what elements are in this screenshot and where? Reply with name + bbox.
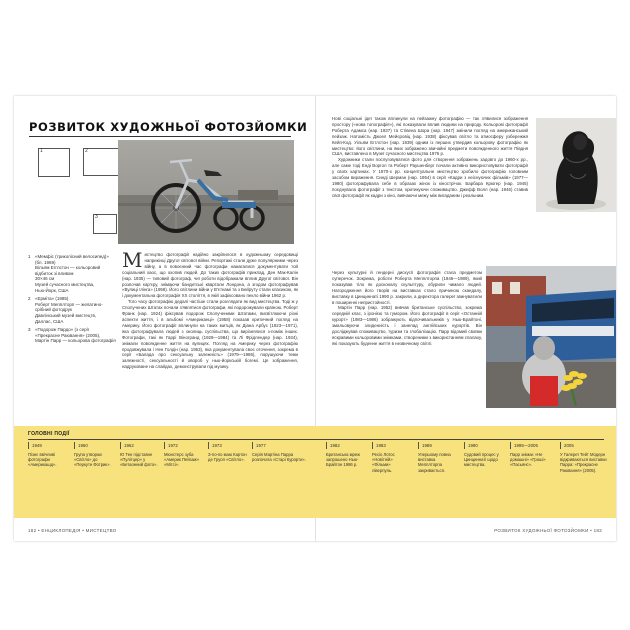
paragraph-text: истецтво фотографії надійно закріпилося в художньому середовищі наприкінці Другої світової війни. Репортажі стали дуже популярними через війну, а в повоєнний час фотографи намагалися документувати той соціальний хаос, що охопив людей. До таких фотографів приклад, Ден Мак-Калін (нар. 1935) — типовий фотограф, чиї роботи відображали вплив Другої світової. Він розпочав кар'єру, знімаючи бандитські квартали Лондона, а згодом фотографував «Вулиці Ілінга» (1958). Його світлини війни у В'єтнамі та з Бейруту стали класикою, як і документальна фотографія ХХ століття, в якій зафіксовано пекло війни 1962 р. xyxy=(122,252,298,299)
event-text: Група утворює «Світло» до «Перкутн Фотрик». xyxy=(74,452,111,468)
event-year: 1972 xyxy=(164,442,204,449)
paragraph: Того часу фотографію дедалі частіше стали розглядати як вид мистецтва. Тоді ж у Сполучених Штатах почали з'являтися фотографи, які подорожували країною. Роберт Франк (нар. 1924) фіксував подорож Сполученими Штатами, висвітлюючи різні аспекти життя, і в альбомі «Американці» (1958) показав критичний погляд на Америку. Його фотографії вплинули на таких митців, як Діана Арбус (1923—1971), яка фотографувала людей з околиць суспільства, що вирізнялися з-поміж інших. Фотографи, такі як Гаррі Віногранд (1928—1984) та Лі Фрідлендер (нар. 1934), знімали повсякденне життя на вулицях. Погляд на Америку через фотографію продовжувала і Нен Голдін (нар. 1953), яка документувала своє оточення, зокрема в серії «Балада про сексуальну залежність» (1979—1986), порушуючи теми залежності, сексуальності й хвороб у нью-йоркській богемі. Це зображення, надруковане на слайдах, демонстрували під музику. xyxy=(122,299,298,370)
paragraph: Через культурні й гендерні дискусії фотографія стала предметом суперечок. Зокрема, роботи Роберта Мепплторпа (1946—1989), який показував тіло як досконалу скульптуру, обурили чимало людей. Нагородження його творів на виставках стало причиною скандалу, виставку в Цинциннаті 1990 р. закрили, а директора галереї звинуватили в поширенні непристойності. xyxy=(332,270,482,305)
event-year: 1989 xyxy=(418,442,458,449)
event-year: 1982 xyxy=(326,442,366,449)
caption-text: «Ерміта» (1985) Роберт Мепплторп — желатино- срібний фотодрук Давлінський музей мистецтв, Даллас, США xyxy=(35,296,103,324)
timeline-event xyxy=(208,442,248,462)
event-text: Ресіо Лотос «Новітній» «Фільми» ліверпуль. xyxy=(372,452,395,473)
event-text: Упершому повна виставка Мепплторпа закривається. xyxy=(418,452,451,473)
event-year: 1973 xyxy=(208,442,248,449)
event-text: Мюнстерс зуба «Америк Пейзаж» «Мітсі». xyxy=(164,452,200,468)
timeline-event xyxy=(74,442,114,468)
thumbnail-1: 1 xyxy=(38,148,70,177)
timeline-rule xyxy=(28,439,604,440)
book-spread xyxy=(14,96,616,541)
event-year: 1990 xyxy=(464,442,504,449)
body-column-2 xyxy=(332,116,528,268)
timeline-band xyxy=(14,426,616,518)
timeline-event xyxy=(28,442,68,468)
body-column-1 xyxy=(122,252,298,426)
event-year: 1983 xyxy=(372,442,412,449)
event-year: 1949 xyxy=(28,442,68,449)
event-year: 1960 xyxy=(74,442,114,449)
timeline-heading: ГОЛОВНІ ПОДІЇ xyxy=(28,431,70,437)
paragraph: Мартін Парр (нар. 1952) вивчав британське суспільство, зокрема середній клас, з іронією та гумором. Його фотографії в серії «Останній курорт» (1983—1986) зображують відпочивальників у Нью-Брайтоні, змальовуючи злиденність і занепад англійських курортів. Він досліджував споживацтво, туризм та глобалізацію. Парр відомий своїми яскравими кольоровими знімками, створеними з використанням спалаху, які показують буденне життя в незвичному світлі. xyxy=(332,305,482,346)
timeline-event xyxy=(326,442,366,468)
caption-number: 1 xyxy=(28,254,31,259)
caption-number: 2 xyxy=(28,296,31,302)
paragraph xyxy=(122,252,298,299)
timeline-event xyxy=(372,442,412,473)
caption-text: «Мемфіс (триколісний велосипед)» (бл. 1969) Вільям Егглстон — кольоровий відбиток зі вливом 30×46 см Музей сучасного мистецтва, Нью-Йорк, США xyxy=(35,254,109,293)
event-year: 2005 xyxy=(560,442,610,449)
event-text: Серія Мартіна Парра розпочата «Старі Курорти». xyxy=(252,452,306,463)
paragraph: Нові соціальні ідеї також вплинули на пейзажну фотографію — так з'явилися зображення простору («нова топографія»), які показували вплив людини на природу. Кольорові фотографії Роберта Адамса (нар. 1937) та Стівена Шора (нар. 1947) змінили погляд на американський пейзаж. Натомість Джоел Мейєровіц (нар. 1938) фіксував світло та атмосферу узбережжя Кейп-Код. Уільям Егглстон (нар. 1939) одним із перших утвердив кольорову фотографію як мистецтво: його світлини, на яких зображено звичайні предмети повсякденного життя Півдня США, виставлено в Музеї сучасного мистецтва 1976 р. xyxy=(332,116,528,157)
folio-left: 182 • ЕНЦИКЛОПЕДІЯ • МИСТЕЦТВО xyxy=(28,528,117,533)
event-text: Парр знімає «Не домашні» «Гроші» «Пасьянс». xyxy=(510,452,546,468)
timeline-event xyxy=(418,442,458,473)
photo-tricycle xyxy=(118,140,294,244)
event-text: З-по-по маю Картон де Груоп «Світло». xyxy=(208,452,247,463)
thumbnail-2: 2 xyxy=(83,148,119,176)
caption-text: «Подорож Пардо» (з серії «Прекрасне Раювання» (2005), Мартін Парр — кольорова фотографія xyxy=(35,327,116,344)
caption-item xyxy=(28,296,120,324)
thumbnail-3: 3 xyxy=(93,214,117,234)
event-text: Ю Тен підставне «Пулітцер» у «Бетаонний фото». xyxy=(120,452,158,468)
event-text: Британська мреж запрошено Нью-Брайтон 1986 р. xyxy=(326,452,360,468)
folio-right: РОЗВИТОК ХУДОЖНЬОЇ ФОТОЗЙОМКИ • 183 xyxy=(494,528,602,533)
page-title: РОЗВИТОК ХУДОЖНЬОЇ ФОТОЗЙОМКИ xyxy=(29,120,308,134)
photo-bus xyxy=(486,266,616,408)
timeline-event xyxy=(510,442,554,468)
event-text: У Галереї Тейт Модерн відкриваються виставки Парра: «Прекрасне Раювання» (2005). xyxy=(560,452,607,473)
paragraph: Художники стали послуговуватися фото для створення зображень задовго до 1960-х рр., але саме тоді Енді Воргол та Роберт Раушенберг почали активно використовувати фотографії у своїх картинах. У 1970-х рр. концептуальне мистецтво зробило фотографію головним засобом вираження. Синді Шерман (нар. 1954) в серії «Кадри з неіснуючих фільмів» (1977—1980) фотографувала себе в образах жінок із кінострічок. Барбара Крюгер (нар. 1945) поєднувала фотографії з текстом, критикуючи споживацтво. Джефф Волл (нар. 1946) ставив свої фотографії як кадри з кіно, вивчаючи межу між вигаданим і реальним. xyxy=(332,157,528,198)
timeline-event xyxy=(164,442,204,468)
body-column-3 xyxy=(332,270,482,426)
timeline-event xyxy=(120,442,160,468)
event-text: Судовий процес у Цинциннаті щодо мистецтва. xyxy=(464,452,499,468)
timeline-event xyxy=(464,442,504,468)
drop-cap: М xyxy=(122,252,143,272)
caption-number: 3 xyxy=(28,327,31,333)
photo-sculpture xyxy=(536,118,616,212)
timeline-event xyxy=(252,442,308,462)
event-year: 1977 xyxy=(252,442,308,449)
timeline-event xyxy=(560,442,610,473)
event-year: 1962 xyxy=(120,442,160,449)
caption-item xyxy=(28,254,120,293)
title-rule xyxy=(29,136,291,137)
caption-list xyxy=(28,254,120,347)
event-year: 1995—2005 xyxy=(510,442,554,449)
event-text: Пізнє ввічливі фотографи «Америкашд». xyxy=(28,452,57,468)
caption-item xyxy=(28,327,120,344)
